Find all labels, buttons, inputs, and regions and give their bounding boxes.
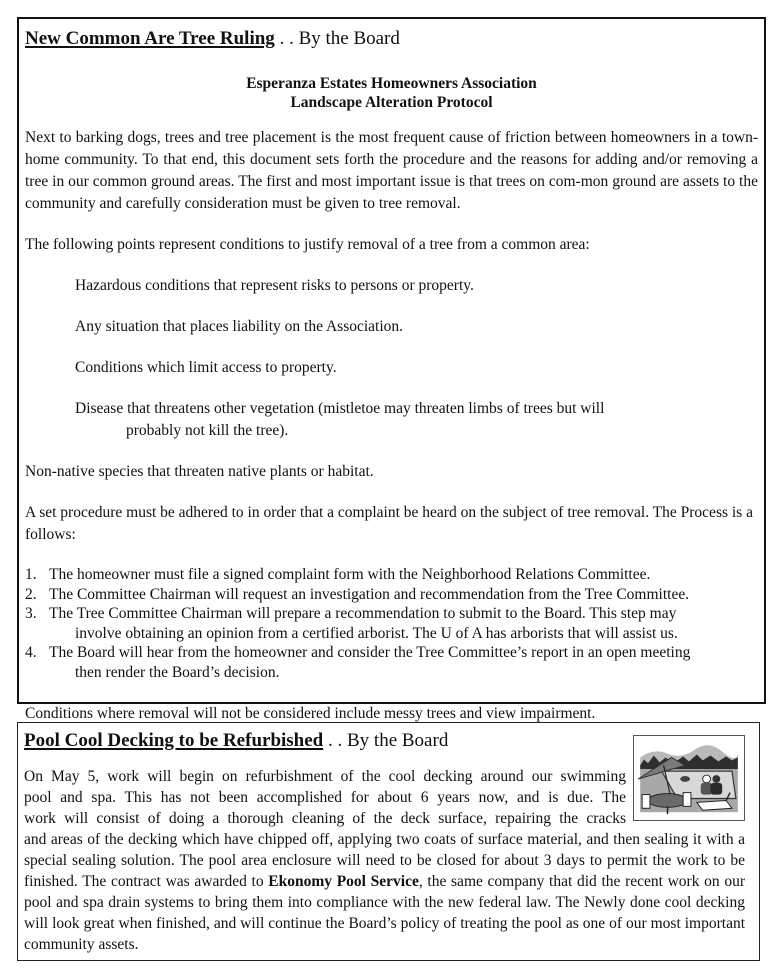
procedure-step	[25, 585, 764, 605]
conditions-intro: The following points represent conditions to justify removal of a tree from a common area:	[25, 236, 590, 253]
condition-item	[75, 316, 764, 338]
condition-item	[75, 398, 764, 442]
body-remainder	[24, 829, 753, 955]
intro-paragraph: Next to barking dogs, trees and tree placement is the most frequent cause of friction between homeowners in a town-home community. To that end, this document sets forth the procedure and the reasons for adding and/or removing a tree in our common ground areas. The first and most important issue is that trees on com-mon ground are assets to the community and carefully consideration must be given to tree removal.	[25, 129, 758, 212]
step-number: 2.	[25, 585, 37, 603]
procedure-step	[25, 565, 764, 585]
association-name: Esperanza Estates Homeowners Association	[246, 75, 537, 92]
body-line: pool and spa. This has not been accomplished for about 6 years now, and is due. The	[24, 789, 626, 806]
body-line: On May 5, work will begin on refurbishment of the cool decking around our swimming	[24, 768, 626, 785]
procedure-steps-list	[25, 565, 764, 682]
contractor-name: Ekonomy Pool Service	[268, 873, 419, 890]
step-text: The homeowner must file a signed complaint form with the Neighborhood Relations Committee.	[49, 566, 651, 583]
document-heading	[25, 74, 764, 112]
procedure-step	[25, 643, 764, 682]
condition-item	[75, 357, 764, 379]
condition-text: Conditions which limit access to property.	[75, 359, 337, 376]
conclusion-paragraph: Conditions where removal will not be considered include messy trees and view impairment.	[25, 705, 596, 722]
body-text-b: , the same company that did the recent work on our pool and spa drain systems to bring them into compliance with the new federal law. The Newly done cool decking will look great when finished, and will continue the Board’s policy of treating the pool as one of our most important community assets.	[24, 873, 745, 953]
procedure-intro: A set procedure must be adhered to in order that a complaint be heard on the subject of tree removal. The Process is a follows:	[25, 504, 753, 543]
body-text-a: and areas of the decking which have chipped off, applying two coats of surface material, and then sealing it with a special sealing solution. The pool area enclosure will need to be closed for about 3 days to permit the work to be finished. The contract was awarded to	[24, 831, 745, 890]
condition-item	[75, 275, 764, 297]
step-number: 3.	[25, 605, 37, 622]
step-number: 4.	[25, 644, 37, 661]
body-line: work will consist of doing a thorough cleaning of the deck surface, repairing the cracks	[24, 810, 626, 827]
step-text: The Tree Committee Chairman will prepare a recommendation to submit to the Board. This step may	[49, 605, 677, 622]
pool-scene-image	[633, 735, 745, 821]
article-headline	[25, 27, 764, 51]
condition-continuation: probably not kill the tree).	[126, 422, 289, 439]
protocol-title: Landscape Alteration Protocol	[290, 94, 493, 111]
step-continuation: involve obtaining an opinion from a certified arborist. The U of A has arborists that will assist us.	[75, 624, 678, 642]
removal-conditions-list	[25, 275, 764, 442]
article-title: New Common Are Tree Ruling	[25, 28, 275, 49]
step-text: The Board will hear from the homeowner and consider the Tree Committee’s report in an open meeting	[49, 644, 691, 661]
step-number: 1.	[25, 566, 37, 583]
article-byline: . . By the Board	[323, 730, 449, 751]
article-title: Pool Cool Decking to be Refurbished	[24, 730, 324, 751]
condition-text: Any situation that places liability on the Association.	[75, 318, 404, 335]
condition-text: Disease that threatens other vegetation (mistletoe may threaten limbs of trees but will	[75, 400, 605, 417]
non-native-condition: Non-native species that threaten native plants or habitat.	[25, 463, 374, 480]
step-text: The Committee Chairman will request an investigation and recommendation from the Tree Committee.	[49, 585, 690, 603]
step-continuation: then render the Board’s decision.	[75, 663, 280, 681]
condition-text: Hazardous conditions that represent risks to persons or property.	[75, 277, 474, 294]
tree-ruling-article	[17, 17, 766, 722]
pool-decking-article	[17, 722, 760, 961]
procedure-step	[25, 604, 764, 643]
article-byline: . . By the Board	[274, 28, 400, 49]
